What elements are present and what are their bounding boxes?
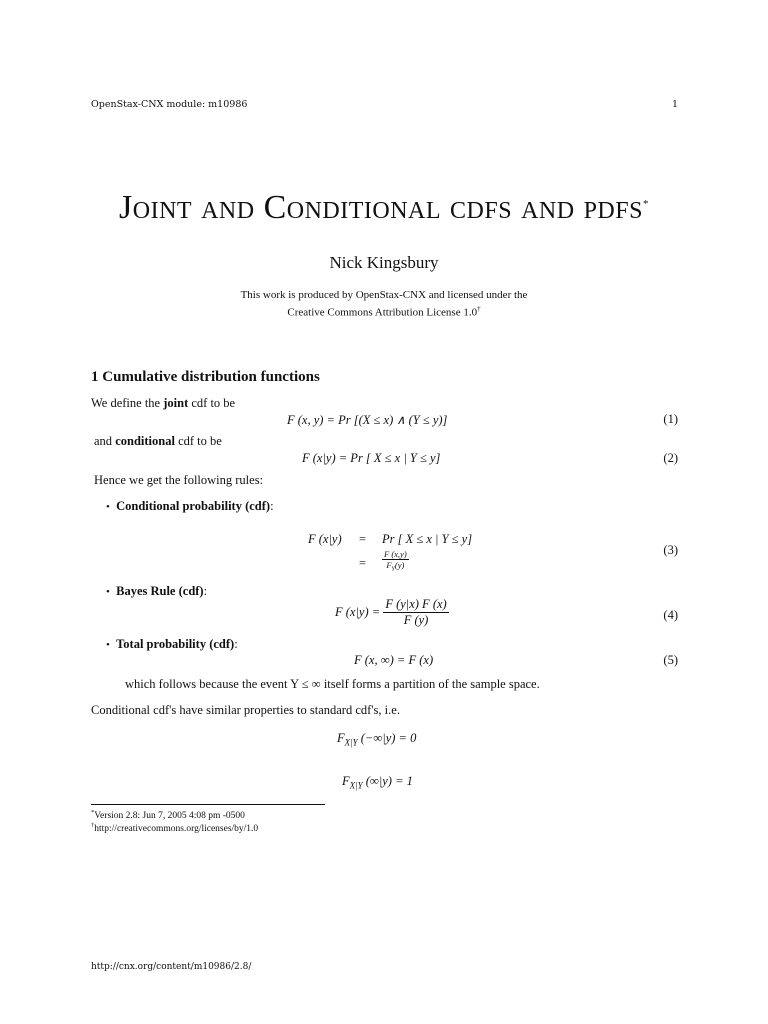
paragraph-rules: Hence we get the following rules:	[94, 473, 264, 487]
title-footnote-mark: *	[642, 198, 649, 210]
fraction	[382, 549, 409, 573]
footnote-version	[91, 809, 245, 821]
paragraph-conditional	[94, 434, 222, 449]
eq-symbol: F	[337, 731, 345, 745]
section-heading: 1 Cumulative distribution functions	[91, 369, 320, 385]
author-name: Nick Kingsbury	[329, 253, 439, 272]
text-span: We define the	[91, 396, 164, 410]
bullet-icon: •	[106, 501, 110, 513]
equation-1: F (x, y) = Pr [(X ≤ x) ∧ (Y ≤ y)]	[287, 413, 448, 427]
bold-term-joint: joint	[163, 396, 189, 410]
footnote-link[interactable]: http://creativecommons.org/licenses/by/1.0	[94, 824, 259, 835]
equation-4-lhs: F (x|y) =	[335, 605, 381, 619]
footnote-license-url[interactable]	[91, 822, 258, 834]
footnote-mark: *	[91, 809, 95, 816]
fraction-denominator	[382, 560, 409, 573]
equation-number-1: (1)	[663, 412, 678, 426]
equation-3-fraction	[382, 549, 409, 573]
equation-3-lhs: F (x|y)	[308, 532, 342, 546]
eq-argument: (∞|y) = 1	[362, 774, 413, 788]
fraction	[383, 597, 448, 628]
footnote-divider	[91, 804, 325, 805]
text-span: cdf to be	[174, 434, 222, 448]
bullet-label: Conditional probability (cdf)	[116, 499, 271, 513]
equation-4	[335, 597, 449, 628]
equation-number-4: (4)	[663, 608, 678, 622]
equation-number-3: (3)	[663, 543, 678, 557]
equation-3-equals-1: =	[359, 532, 367, 546]
fraction-numerator: F (x,y)	[384, 549, 407, 559]
equation-6	[337, 731, 416, 748]
bullet-bayes-rule	[106, 584, 207, 599]
text-span: :	[270, 499, 274, 513]
title-text: Joint and Conditional cdfs and pdfs	[119, 189, 643, 226]
footer-url[interactable]: http://cnx.org/content/m10986/2.8/	[91, 962, 252, 972]
equation-5: F (x, ∞) = F (x)	[354, 653, 434, 667]
eq-subscript: X|Y	[344, 737, 358, 748]
equation-3-equals-2: =	[359, 556, 367, 570]
eq-symbol: F	[342, 774, 350, 788]
equation-2: F (x|y) = Pr [ X ≤ x | Y ≤ y]	[302, 451, 441, 465]
den-argument: (y)	[394, 560, 405, 570]
license-footnote-mark: †	[477, 305, 481, 313]
bullet-icon: •	[106, 639, 110, 651]
equation-number-2: (2)	[663, 451, 678, 465]
page-number: 1	[672, 99, 679, 110]
equation-number-5: (5)	[663, 653, 678, 667]
text-span: cdf to be	[188, 396, 236, 410]
bullet-label: Total probability (cdf)	[116, 637, 235, 651]
page-title	[0, 188, 768, 228]
text-span: :	[203, 584, 208, 598]
fraction-numerator: F (y|x) F (x)	[385, 597, 447, 611]
equation-3-rhs-1: Pr [ X ≤ x | Y ≤ y]	[382, 532, 473, 546]
bullet-conditional-probability	[106, 499, 274, 514]
license-line-2	[0, 305, 768, 319]
bold-term-conditional: conditional	[115, 434, 175, 448]
paragraph-properties: Conditional cdf's have similar properties to standard cdf's, i.e.	[91, 703, 400, 717]
text-span: and	[94, 434, 116, 448]
footnote-text: Version 2.8: Jun 7, 2005 4:08 pm -0500	[94, 811, 245, 822]
license-line-1: This work is produced by OpenStax-CNX and licensed under the	[240, 289, 528, 301]
den-subscript: Y	[391, 566, 395, 573]
eq-argument: (−∞|y) = 0	[357, 731, 417, 745]
bullet-icon: •	[106, 586, 110, 598]
paragraph-joint	[91, 396, 235, 411]
eq-subscript: X|Y	[349, 780, 363, 791]
license-text: Creative Commons Attribution License 1.0	[287, 306, 478, 319]
bullet-label: Bayes Rule (cdf)	[116, 584, 204, 598]
fraction-denominator: F (y)	[403, 613, 429, 627]
footnote-mark: †	[91, 822, 95, 829]
bullet-total-probability	[106, 637, 238, 652]
paragraph-partition: which follows because the event Y ≤ ∞ itself forms a partition of the sample space.	[125, 677, 540, 691]
text-span: :	[234, 637, 238, 651]
running-header: OpenStax-CNX module: m10986	[91, 99, 248, 110]
den-symbol: F	[386, 560, 392, 570]
equation-7	[342, 774, 413, 791]
